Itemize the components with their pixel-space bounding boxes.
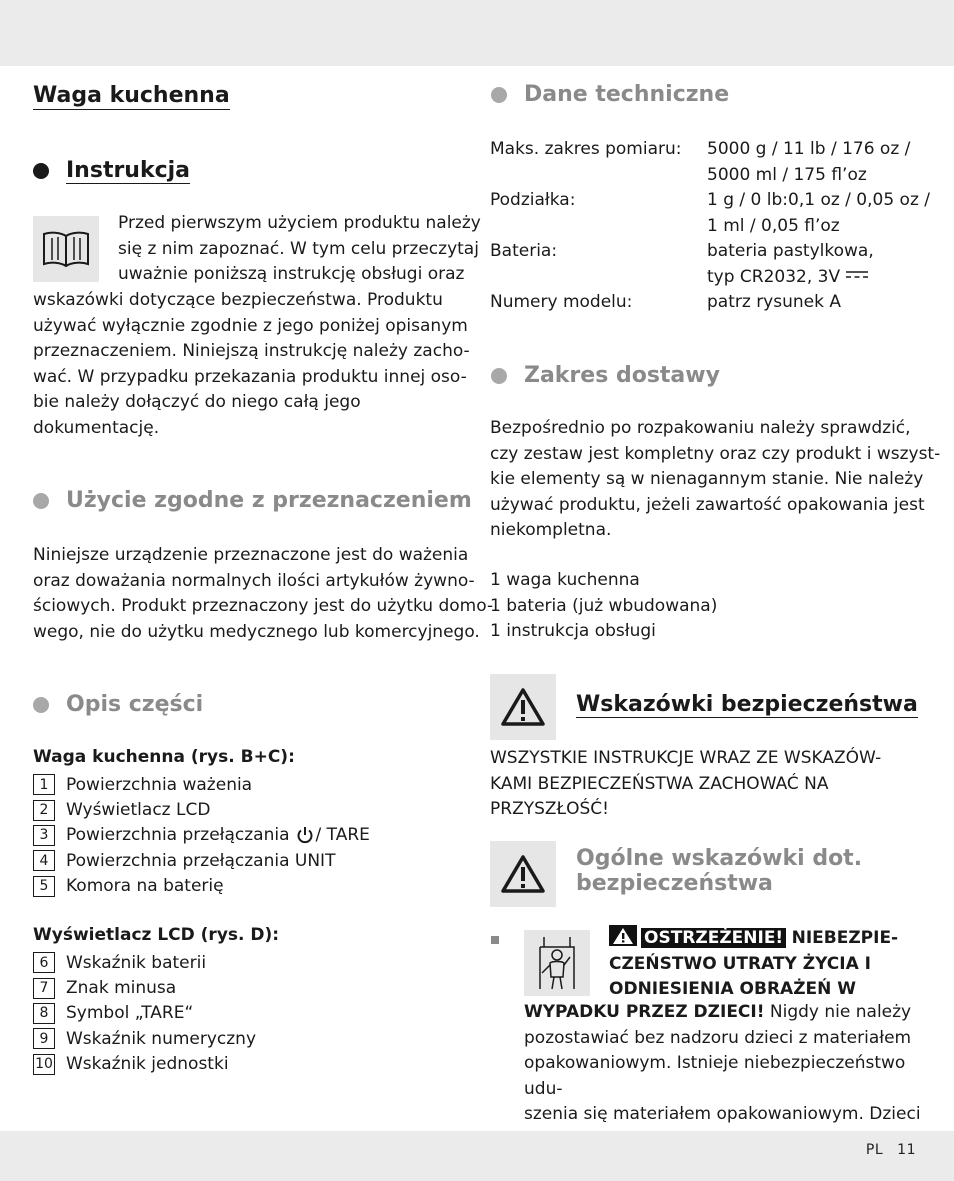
warning-triangle-icon [490,841,556,907]
list-item: 1 Powierzchnia ważenia [33,772,370,797]
list-item: 4 Powierzchnia przełączania UNIT [33,848,370,873]
footer-language: PL [865,1142,884,1158]
parts-group1-title: Waga kuchenna (rys. B+C): [33,747,295,767]
page-number: 11 [897,1142,916,1158]
child-warning-text-a: OSTRZEŻENIE! NIEBEZPIE- CZEŃSTWO UTRATY ŻYCIA I ODNIESIENIA OBRAŻEŃ W [609,925,924,1003]
delivery-list [490,568,717,645]
page-footer [866,1142,916,1158]
heading-bezpieczenstwo: Wskazówki bezpieczeństwa [576,692,918,717]
warning-triangle-icon [490,674,556,740]
top-band [0,0,954,66]
table-row: Numery modelu: patrz rysunek A [490,292,841,312]
heading-uzycie: Użycie zgodne z przeznaczeniem [33,488,472,513]
power-icon [296,826,314,844]
parts-group2-title: Wyświetlacz LCD (rys. D): [33,925,280,945]
bottom-band [0,1131,954,1181]
table-row: Podziałka: 1 g / 0 lb:0,1 oz / 0,05 oz / 1 ml / 0,05 fl’oz [490,190,931,236]
list-item: 1 waga kuchenna [490,570,640,590]
bullet-dot-icon [33,493,49,509]
page-title: Waga kuchenna [33,83,230,108]
list-item: 5 Komora na baterię [33,874,370,899]
heading-opis: Opis części [33,692,203,717]
list-item: 6 Wskaźnik baterii [33,950,256,975]
warning-triangle-icon [609,925,637,946]
list-item: 9 Wskaźnik numeryczny [33,1026,256,1051]
table-row: Bateria: bateria pastylkowa, typ CR2032, 3V [490,241,874,287]
bullet-dot-icon [491,87,507,103]
list-item: 1 instrukcja obsługi [490,621,656,641]
tech-specs-table [490,137,930,316]
child-warning-icon [524,930,590,996]
bullet-dot-icon [491,368,507,384]
table-row: Maks. zakres pomiaru: 5000 g / 11 lb / 176 oz / 5000 ml / 175 fl’oz [490,139,911,185]
list-item: 7 Znak minusa [33,975,256,1000]
list-item: 3 Powierzchnia przełączania / TARE [33,823,370,848]
parts-list-lcd [33,950,256,1077]
list-item: 8 Symbol „TARE“ [33,1001,256,1026]
parts-list-scale [33,772,370,899]
list-item: 2 Wyświetlacz LCD [33,797,370,822]
instrukcja-text-b: wskazówki dotyczące bezpieczeństwa. Produktu używać wyłącznie zgodnie z jego poniżej opisanym przeznaczeniem. Niniejszą instrukcję należy zacho- wać. W przypadku przekazania produktu innej oso- bie należy dołączyć do niego całą jego dokumentację. [33,290,470,438]
uzycie-text: Niniejsze urządzenie przeznaczone jest do ważenia oraz doważania normalnych ilości artykułów żywno- ściowych. Produkt przeznaczony jest do użytku domo- wego, nie do użytku medycznego lub komercyjnego. [33,545,494,642]
book-icon [33,216,99,282]
child-warning-text-b: WYPADKU PRZEZ DZIECI! Nigdy nie należy pozostawiać bez nadzoru dzieci z materiałem opakowaniowym. Istnieje niebezpieczeństwo udu- szenia się materiałem opakowaniowym. Dzieci [524,1002,921,1124]
list-item: 1 bateria (już wbudowana) [490,595,718,616]
bullet-dot-icon [33,697,49,713]
dc-symbol-icon [846,270,868,280]
bullet-dot-icon [33,163,49,179]
heading-dane: Dane techniczne [491,82,729,107]
zakres-text: Bezpośrednio po rozpakowaniu należy sprawdzić, czy zestaw jest kompletny oraz czy produkt i wszyst- kie elementy są w nienagannym stanie. Nie należy używać produktu, jeżeli zawartość opakowania jest niekompletna. [490,418,941,540]
safety-caps-text: WSZYSTKIE INSTRUKCJE WRAZ ZE WSKAZÓW- KAMI BEZPIECZEŃSTWA ZACHOWAĆ NA PRZYSZŁOŚĆ! [490,748,882,819]
heading-ogolne: Ogólne wskazówki dot. bezpieczeństwa [576,846,863,896]
list-item: 10 Wskaźnik jednostki [33,1052,256,1077]
heading-zakres: Zakres dostawy [491,363,720,388]
bullet-square-icon [491,936,499,944]
heading-instrukcja: Instrukcja [33,158,190,184]
instrukcja-text-a: Przed pierwszym użyciem produktu należy się z nim zapoznać. W tym celu przeczytaj uważnie poniższą instrukcję obsługi oraz [118,213,481,284]
